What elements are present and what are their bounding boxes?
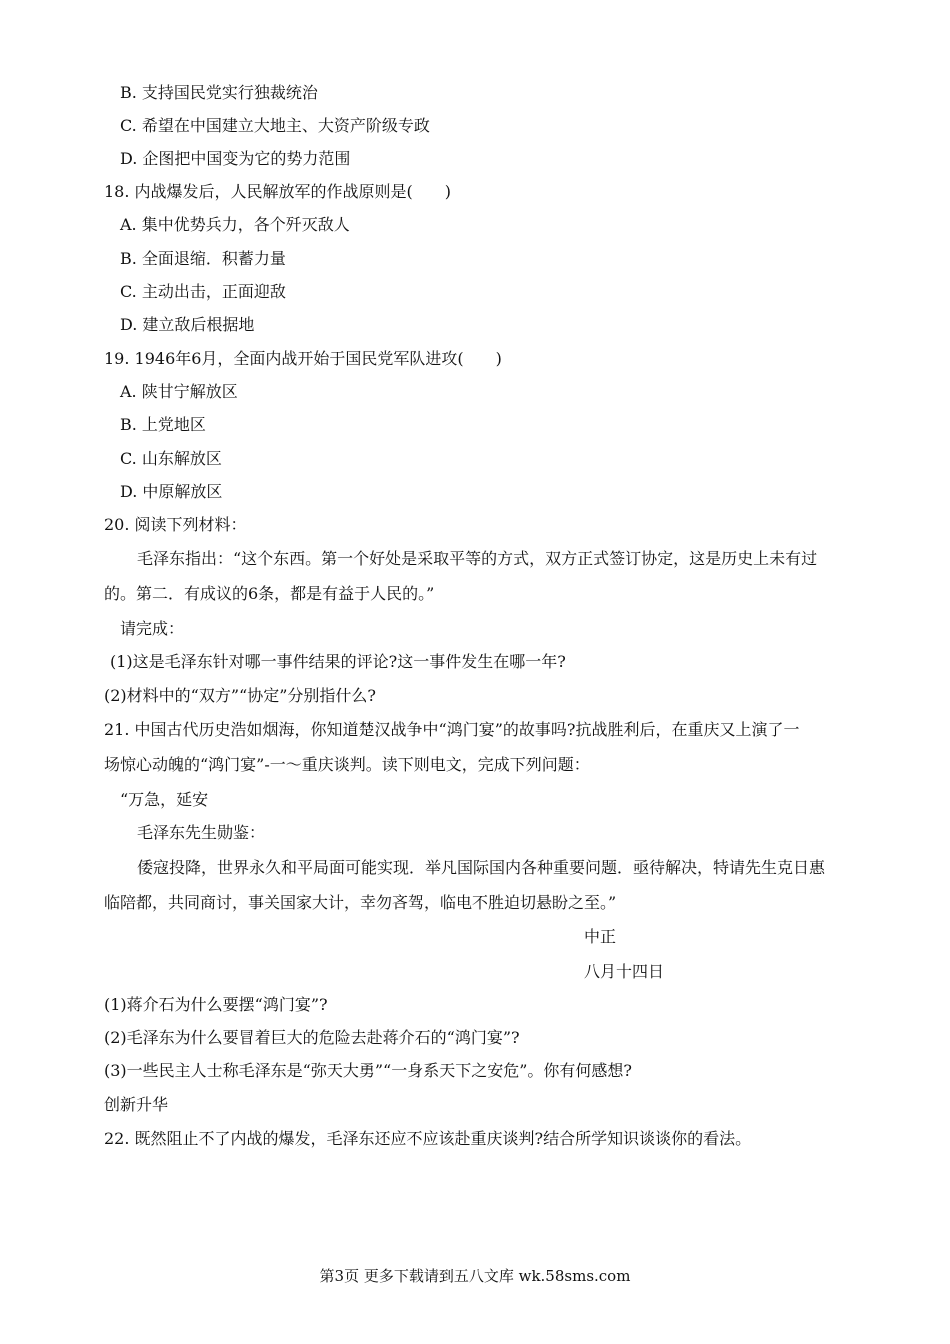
q18-option-c: C. 主动出击，正面迎敌 (120, 282, 286, 301)
q18-option-b: B. 全面退缩．积蓄力量 (120, 249, 286, 268)
question-18: 18. 内战爆发后，人民解放军的作战原则是( ) (104, 182, 452, 201)
q21-subquestion-2: (2)毛泽东为什么要冒着巨大的危险去赴蒋介石的“鸿门宴”? (104, 1028, 520, 1047)
q19-option-d: D. 中原解放区 (120, 482, 223, 501)
q20-subquestion-1: (1)这是毛泽东针对哪一事件结果的评论?这一事件发生在哪一年? (110, 652, 566, 671)
q20-prompt: 请完成： (120, 619, 185, 638)
page-footer: 第3页 更多下载请到五八文库 wk.58sms.com (319, 1267, 631, 1285)
q21-telegram-body-2: 临陪都，共同商讨，事关国家大计，幸勿吝驾，临电不胜迫切悬盼之至。” (104, 893, 617, 912)
q18-option-a: A. 集中优势兵力，各个歼灭敌人 (120, 215, 350, 234)
q19-option-b: B. 上党地区 (120, 415, 206, 434)
q21-telegram-signature: 中正 (584, 927, 617, 946)
q21-subquestion-3: (3)一些民主人士称毛泽东是“弥天大勇”“一身系天下之安危”。你有何感想? (104, 1061, 632, 1080)
q20-quote-line-1: 毛泽东指出：“这个东西。第一个好处是采取平等的方式，双方正式签订协定，这是历史上未有过 (137, 549, 818, 568)
q20-quote-line-2: 的。第二．有成议的6条，都是有益于人民的。” (104, 584, 435, 603)
q17-option-d: D. 企图把中国变为它的势力范围 (120, 149, 351, 168)
q19-option-a: A. 陕甘宁解放区 (120, 382, 238, 401)
question-19: 19. 1946年6月，全面内战开始于国民党军队进攻( ) (104, 349, 502, 368)
q21-telegram-date: 八月十四日 (584, 962, 665, 981)
question-21-line-2: 场惊心动魄的“鸿门宴”-一～重庆谈判。读下则电文，完成下列问题： (104, 755, 590, 774)
section-heading: 创新升华 (104, 1095, 169, 1114)
question-21-line-1: 21. 中国古代历史浩如烟海，你知道楚汉战争中“鸿门宴”的故事吗?抗战胜利后，在重庆又上演了一 (104, 720, 800, 739)
q21-telegram-header: “万急，延安 (120, 790, 209, 809)
q20-subquestion-2: (2)材料中的“双方”“协定”分别指什么? (104, 686, 376, 705)
q17-option-c: C. 希望在中国建立大地主、大资产阶级专政 (120, 116, 430, 135)
question-20: 20. 阅读下列材料： (104, 515, 247, 534)
question-22: 22. 既然阻止不了内战的爆发，毛泽东还应不应该赴重庆谈判?结合所学知识谈谈你的看法。 (104, 1129, 752, 1148)
q21-telegram-body-1: 倭寇投降，世界永久和平局面可能实现．举凡国际国内各种重要问题．亟待解决，特请先生克日惠 (137, 858, 826, 877)
q19-option-c: C. 山东解放区 (120, 449, 222, 468)
q18-option-d: D. 建立敌后根据地 (120, 315, 255, 334)
q21-subquestion-1: (1)蒋介石为什么要摆“鸿门宴”? (104, 995, 328, 1014)
q17-option-b: B. 支持国民党实行独裁统治 (120, 83, 318, 102)
q21-telegram-salutation: 毛泽东先生勋鉴： (137, 823, 266, 842)
